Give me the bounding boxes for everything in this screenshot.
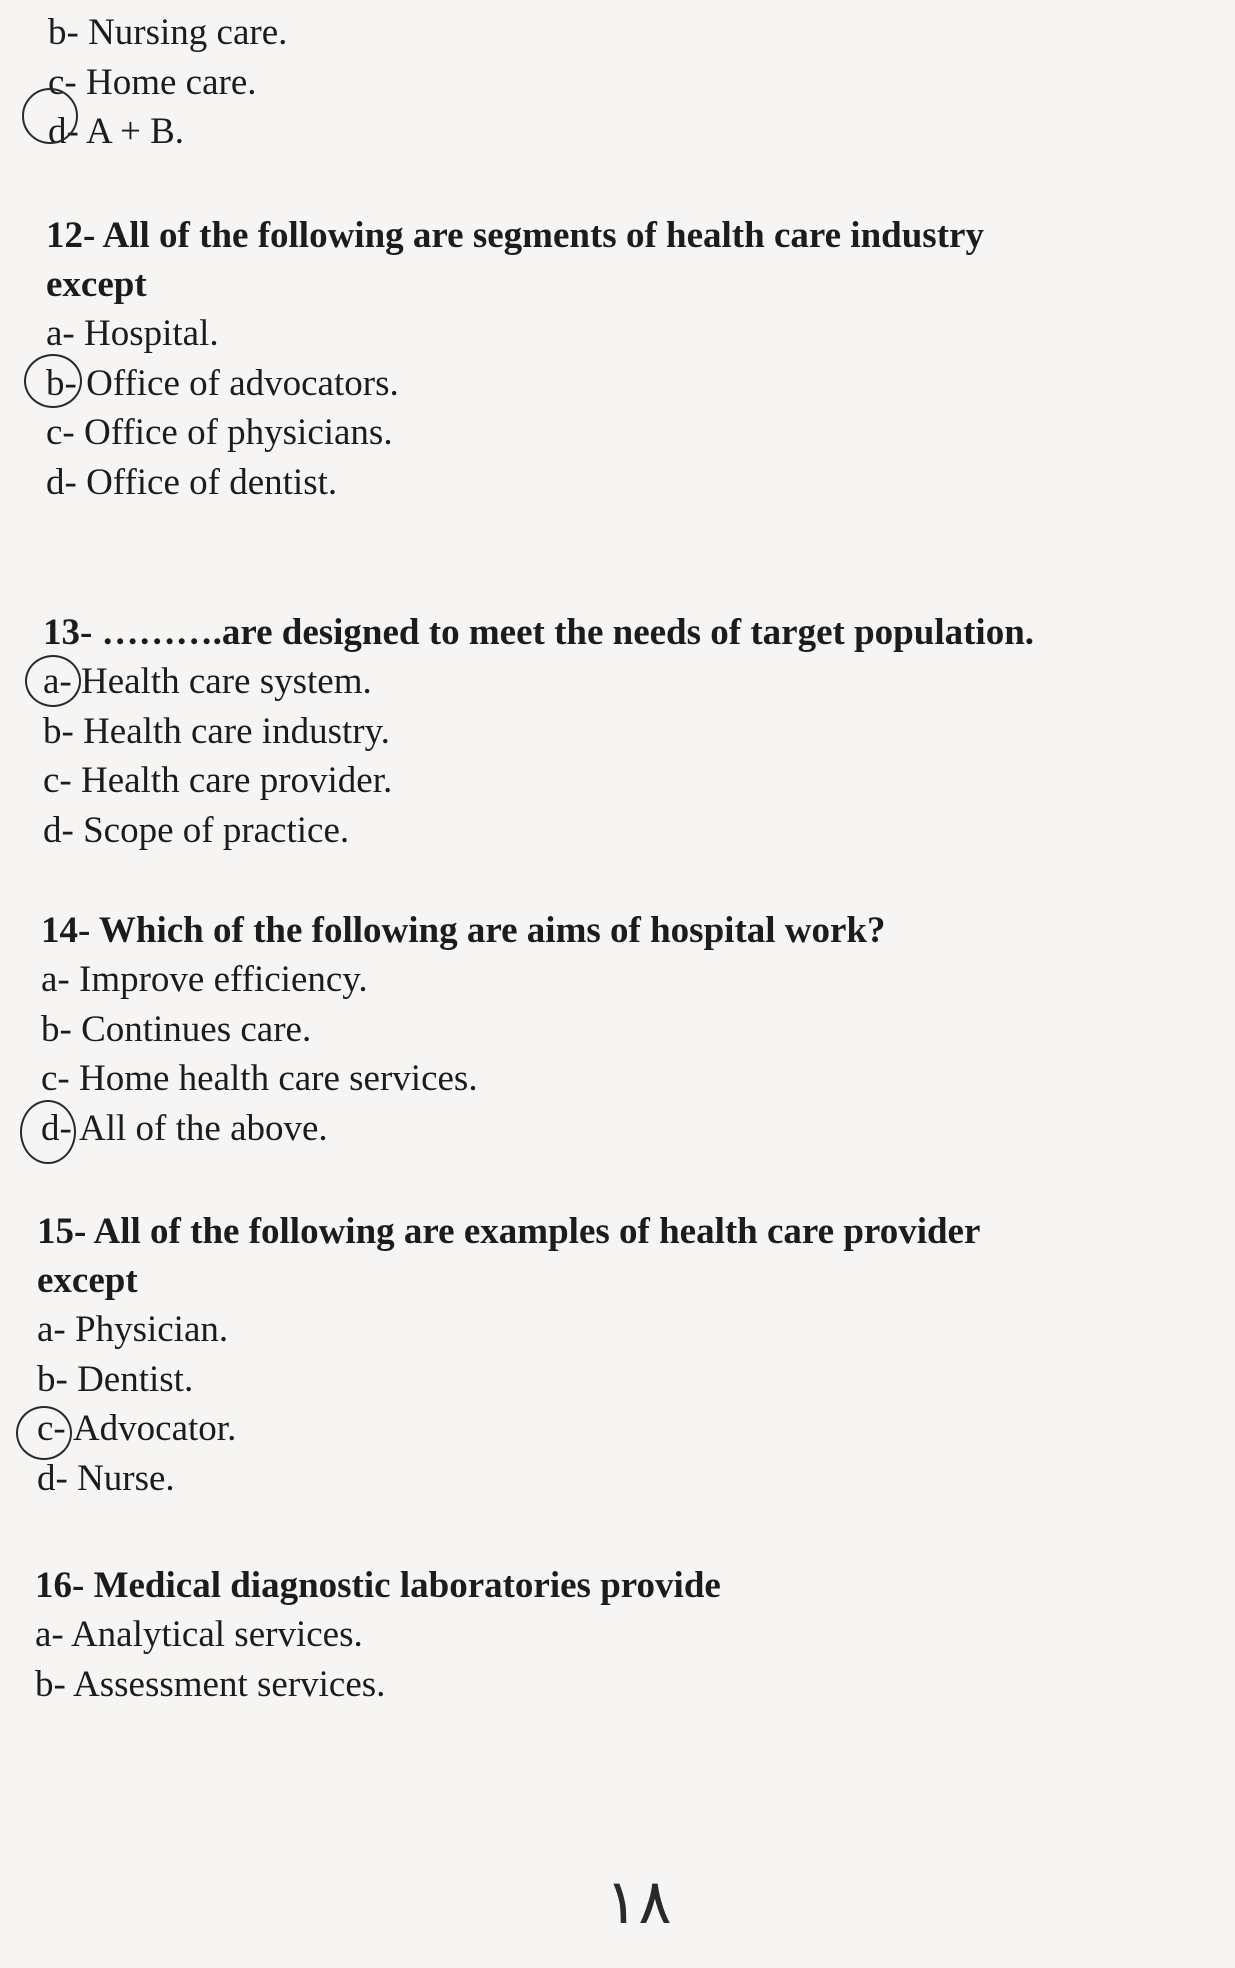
option-c: c- Health care provider. <box>43 760 393 801</box>
option-d: d- All of the above. <box>41 1107 328 1149</box>
question-12 <box>46 211 984 507</box>
question-16 <box>35 1561 721 1709</box>
option-b: b- Assessment services. <box>35 1663 386 1705</box>
option-d: d- A + B. <box>48 111 185 152</box>
option-c: c- Advocator. <box>37 1408 237 1449</box>
option-b: b- Nursing care. <box>48 12 288 53</box>
option-d: d- Nurse. <box>37 1457 175 1499</box>
question-11-continuation <box>48 8 287 157</box>
option-a: a- Physician. <box>37 1309 229 1350</box>
option-b: b- Health care industry. <box>43 710 390 752</box>
question-stem: except <box>37 1260 138 1301</box>
question-stem: except <box>46 264 147 305</box>
page-number: ١٨ <box>605 1865 672 1938</box>
option-b: b- Office of advocators. <box>46 362 399 404</box>
option-a: a- Hospital. <box>46 313 219 354</box>
question-15 <box>37 1207 980 1503</box>
question-14 <box>41 906 886 1153</box>
option-c: c- Office of physicians. <box>46 412 393 453</box>
option-a: a- Health care system. <box>43 661 372 702</box>
question-stem: 12- All of the following are segments of health care industry <box>46 215 984 256</box>
option-a: a- Analytical services. <box>35 1614 363 1655</box>
option-b: b- Continues care. <box>41 1008 312 1050</box>
question-stem: 16- Medical diagnostic laboratories provide <box>35 1565 721 1606</box>
question-13 <box>43 608 1034 855</box>
option-a: a- Improve efficiency. <box>41 959 368 1000</box>
question-stem: 13- ……….are designed to meet the needs of target population. <box>43 612 1035 653</box>
option-d: d- Office of dentist. <box>46 461 338 503</box>
question-stem: 15- All of the following are examples of health care provider <box>37 1211 981 1252</box>
option-c: c- Home health care services. <box>41 1058 478 1099</box>
option-b: b- Dentist. <box>37 1358 194 1400</box>
option-d: d- Scope of practice. <box>43 809 350 851</box>
question-stem: 14- Which of the following are aims of hospital work? <box>41 910 886 951</box>
option-c: c- Home care. <box>48 61 257 103</box>
